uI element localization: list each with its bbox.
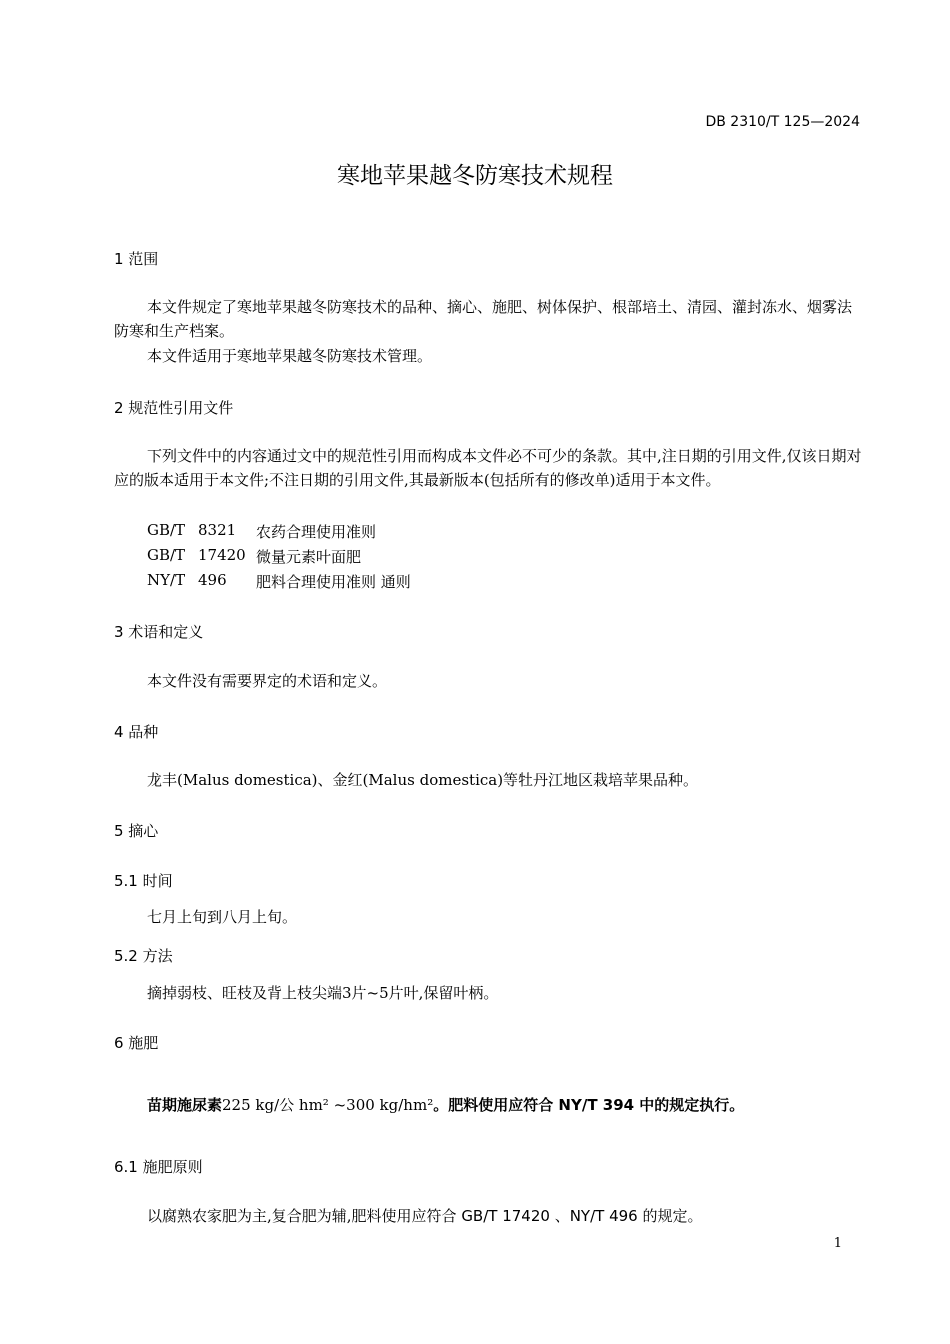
subsection-heading-method: 5.2 方法 xyxy=(114,947,173,965)
subsection-heading-fertilization-principle: 6.1 施肥原则 xyxy=(114,1158,203,1176)
section-heading-normative-references: 2 规范性引用文件 xyxy=(114,399,234,417)
ref-code: NY/T xyxy=(147,571,186,589)
section-heading-fertilization: 6 施肥 xyxy=(114,1034,159,1052)
section-heading-terms: 3 术语和定义 xyxy=(114,623,204,641)
ref-number: 17420 xyxy=(198,546,246,564)
method-paragraph: 摘掉弱枝、旺枝及背上枝尖端3片~5片叶,保留叶柄。 xyxy=(147,984,499,1002)
fertilization-principle-paragraph xyxy=(147,1204,702,1228)
ref-code: GB/T xyxy=(147,521,186,539)
terms-paragraph: 本文件没有需要界定的术语和定义。 xyxy=(147,672,388,690)
document-title: 寒地苹果越冬防寒技术规程 xyxy=(337,163,613,189)
page-number: 1 xyxy=(833,1236,842,1251)
section-heading-pinching: 5 摘心 xyxy=(114,822,159,840)
scope-paragraph-2: 本文件适用于寒地苹果越冬防寒技术管理。 xyxy=(147,347,433,365)
variety-paragraph: 龙丰(Malus domestica)、金红(Malus domestica)等牡丹江地区栽培苹果品种。 xyxy=(147,771,699,789)
ref-name: 微量元素叶面肥 xyxy=(256,548,362,566)
subsection-heading-time: 5.1 时间 xyxy=(114,872,173,890)
ref-code: GB/T xyxy=(147,546,186,564)
fertilization-paragraph xyxy=(147,1093,744,1117)
ref-number: 8321 xyxy=(198,521,237,539)
standard-number: DB 2310/T 125—2024 xyxy=(705,114,860,130)
fertilization-text-part-2: 。肥料使用应符合 NY/T 394 中的规定执行。 xyxy=(433,1096,745,1114)
fertilization-dosage: 225 kg/公 hm² ~300 kg/hm² xyxy=(222,1096,434,1114)
section-heading-scope: 1 范围 xyxy=(114,250,159,268)
principle-text-part-2: 的规定。 xyxy=(637,1207,703,1225)
principle-references: GB/T 17420 、NY/T 496 xyxy=(461,1207,638,1225)
normative-paragraph: 下列文件中的内容通过文中的规范性引用而构成本文件必不可少的条款。其中,注日期的引用文件,仅该日期对应的版本适用于本文件;不注日期的引用文件,其最新版本(包括所有的修改单)适用于本文件。 xyxy=(114,447,862,489)
ref-name: 农药合理使用准则 xyxy=(256,523,377,541)
section-heading-variety: 4 品种 xyxy=(114,723,159,741)
ref-name: 肥料合理使用准则 通则 xyxy=(256,573,411,591)
principle-text-part-1: 以腐熟农家肥为主,复合肥为辅,肥料使用应符合 xyxy=(147,1207,462,1225)
time-paragraph: 七月上旬到八月上旬。 xyxy=(147,908,298,926)
scope-paragraph-1: 本文件规定了寒地苹果越冬防寒技术的品种、摘心、施肥、树体保护、根部培土、清园、灌封冻水、烟雾法防寒和生产档案。 xyxy=(114,298,853,340)
ref-number: 496 xyxy=(198,571,227,589)
fertilization-text-part-1: 苗期施尿素 xyxy=(147,1096,223,1114)
